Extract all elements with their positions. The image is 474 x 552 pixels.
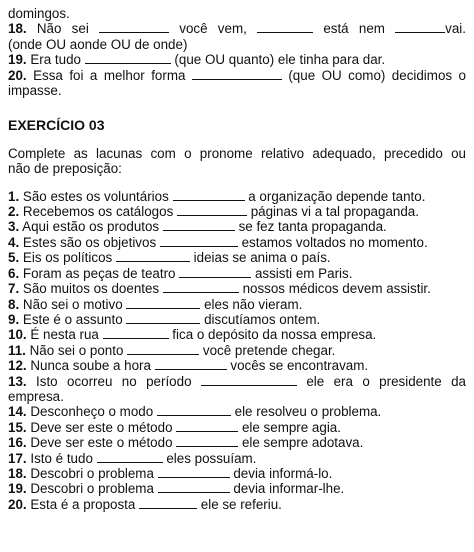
exercise-item-10 xyxy=(8,327,466,342)
exercise-item-4 xyxy=(8,235,466,250)
item-text-before: Isto é tudo xyxy=(30,450,97,466)
item-text-before: São muitos os doentes xyxy=(22,281,163,297)
item-text-after: ele sempre agia. xyxy=(238,419,341,435)
item-text-after: você pretende chegar. xyxy=(199,342,336,358)
item-text: Essa foi a melhor forma xyxy=(33,67,192,83)
exercise-item-18 xyxy=(8,466,466,481)
item-number: 12. xyxy=(8,358,27,374)
item-text-before: Aqui estão os produtos xyxy=(22,219,163,235)
item-text-after: nossos médicos devem assistir. xyxy=(238,281,431,297)
exercise-item-17 xyxy=(8,451,466,466)
item-text-after: ideias se anima o país. xyxy=(189,250,331,266)
document-page xyxy=(8,6,466,512)
exercise-title: EXERCÍCIO 03 xyxy=(8,117,105,134)
item-text-after: devia informar-lhe. xyxy=(229,481,345,497)
exercise-item-16 xyxy=(8,435,466,450)
answer-blank[interactable] xyxy=(201,374,297,386)
item-text-after: discutíamos ontem. xyxy=(200,311,321,327)
item-text-before: Deve ser este o método xyxy=(30,419,177,435)
exercise-item-20 xyxy=(8,497,466,512)
answer-blank[interactable] xyxy=(139,497,197,509)
item-text-before: Descobri o problema xyxy=(30,465,158,481)
item-text: Era tudo xyxy=(30,52,85,68)
answer-blank[interactable] xyxy=(179,266,251,278)
item-text: vai. xyxy=(445,21,466,37)
item-text-before: Estes são os objetivos xyxy=(22,234,160,250)
item-number: 10. xyxy=(8,327,27,343)
item-text-after: ele era o presidente da xyxy=(296,373,466,389)
answer-blank[interactable] xyxy=(158,481,230,493)
exercise-item-14 xyxy=(8,404,466,419)
item-number: 7. xyxy=(8,281,20,297)
answer-blank[interactable] xyxy=(160,235,238,247)
item-number: 18. xyxy=(8,465,27,481)
exercise-item-3 xyxy=(8,219,466,234)
answer-blank[interactable] xyxy=(163,219,235,231)
exercise-items xyxy=(8,189,466,513)
item-number: 5. xyxy=(8,250,20,266)
instruction-line: Complete as lacunas com o pronome relativo adequado, precedido ou xyxy=(8,145,466,161)
answer-blank[interactable] xyxy=(158,466,230,478)
exercise-item-20 xyxy=(8,68,466,83)
item-text-after: a organização depende tanto. xyxy=(244,188,426,204)
item-number: 1. xyxy=(8,188,20,204)
item-number: 19. xyxy=(8,52,27,68)
item-number: 4. xyxy=(8,234,20,250)
item-number: 11. xyxy=(8,342,26,358)
answer-blank[interactable] xyxy=(163,281,239,293)
answer-blank[interactable] xyxy=(176,420,238,432)
answer-blank[interactable] xyxy=(97,451,163,463)
item-number: 15. xyxy=(8,419,27,435)
item-continuation: empresa. xyxy=(8,388,64,404)
answer-blank[interactable] xyxy=(126,297,200,309)
item-text-before: São estes os voluntários xyxy=(22,188,173,204)
item-number: 13. xyxy=(8,373,27,389)
answer-blank[interactable] xyxy=(177,204,247,216)
item-text-after: eles possuíam. xyxy=(162,450,257,466)
exercise-item-19 xyxy=(8,481,466,496)
item-text: você vem, xyxy=(169,21,258,37)
item-text-after: ele sempre adotava. xyxy=(238,435,364,451)
item-text: (que OU quanto) ele tinha para dar. xyxy=(170,52,386,68)
exercise-item-19 xyxy=(8,52,466,67)
item-number: 20. xyxy=(8,67,27,83)
exercise-item-12 xyxy=(8,358,466,373)
item-number: 14. xyxy=(8,404,27,420)
answer-blank[interactable] xyxy=(192,68,282,80)
item-text-before: Isto ocorreu no período xyxy=(36,373,201,389)
item-text-before: Desconheço o modo xyxy=(30,404,157,420)
previous-exercise-items xyxy=(8,21,466,98)
item-text: Não sei xyxy=(36,21,100,37)
item-number: 6. xyxy=(8,265,20,281)
item-text-before: Deve ser este o método xyxy=(30,435,177,451)
item-text-before: Recebemos os catálogos xyxy=(22,204,177,220)
item-number: 8. xyxy=(8,296,20,312)
answer-blank[interactable] xyxy=(155,358,227,370)
item-text-before: Nunca soube a hora xyxy=(30,358,155,374)
instruction-line: não de preposição: xyxy=(8,161,122,177)
item-number: 20. xyxy=(8,496,27,512)
item-text-before: É nesta rua xyxy=(30,327,103,343)
exercise-item-6 xyxy=(8,266,466,281)
exercise-item-18 xyxy=(8,21,466,36)
answer-blank[interactable] xyxy=(127,343,199,355)
item-continuation: (onde OU aonde OU de onde) xyxy=(8,36,188,52)
answer-blank[interactable] xyxy=(257,21,313,33)
exercise-item-13 xyxy=(8,374,466,389)
answer-blank[interactable] xyxy=(126,312,200,324)
item-text-after: fica o depósito da nossa empresa. xyxy=(168,327,377,343)
item-text-after: vocês se encontravam. xyxy=(226,358,369,374)
answer-blank[interactable] xyxy=(395,21,445,33)
item-text-after: páginas vi a tal propaganda. xyxy=(246,204,419,220)
item-text-before: Descobri o problema xyxy=(30,481,158,497)
exercise-item-9 xyxy=(8,312,466,327)
item-text-before: Esta é a proposta xyxy=(30,496,140,512)
item-text-before: Não sei o ponto xyxy=(29,342,128,358)
exercise-item-1 xyxy=(8,189,466,204)
answer-blank[interactable] xyxy=(85,52,171,64)
exercise-item-15 xyxy=(8,420,466,435)
item-text-after: se fez tanta propaganda. xyxy=(234,219,387,235)
answer-blank[interactable] xyxy=(157,404,231,416)
item-text-before: Eis os políticos xyxy=(22,250,116,266)
answer-blank[interactable] xyxy=(103,327,169,339)
item-text: (que OU como) decidimos o xyxy=(281,67,466,83)
exercise-item-8 xyxy=(8,297,466,312)
item-text-before: Este é o assunto xyxy=(22,311,127,327)
item-number: 19. xyxy=(8,481,27,497)
exercise-item-2 xyxy=(8,204,466,219)
item-text-before: Foram as peças de teatro xyxy=(22,265,180,281)
item-continuation: impasse. xyxy=(8,83,62,99)
item-number: 2. xyxy=(8,204,20,220)
item-number: 9. xyxy=(8,311,20,327)
exercise-instruction xyxy=(8,146,466,177)
answer-blank[interactable] xyxy=(99,21,169,33)
item-text-after: eles não vieram. xyxy=(200,296,303,312)
answer-blank[interactable] xyxy=(173,189,245,201)
item-text-before: Não sei o motivo xyxy=(22,296,127,312)
item-text-after: ele resolveu o problema. xyxy=(230,404,382,420)
answer-blank[interactable] xyxy=(176,435,238,447)
item-number: 16. xyxy=(8,435,27,451)
continued-text: domingos. xyxy=(8,6,70,21)
exercise-item-5 xyxy=(8,250,466,265)
item-number: 18. xyxy=(8,21,27,37)
item-text-after: devia informá-lo. xyxy=(229,465,333,481)
item-text-after: assisti em Paris. xyxy=(251,265,353,281)
exercise-item-7 xyxy=(8,281,466,296)
item-text: está nem xyxy=(313,21,396,37)
item-number: 3. xyxy=(8,219,20,235)
item-text-after: ele se referiu. xyxy=(197,496,282,512)
answer-blank[interactable] xyxy=(116,250,190,262)
item-text-after: estamos voltados no momento. xyxy=(237,234,428,250)
item-number: 17. xyxy=(8,450,27,466)
exercise-item-11 xyxy=(8,343,466,358)
